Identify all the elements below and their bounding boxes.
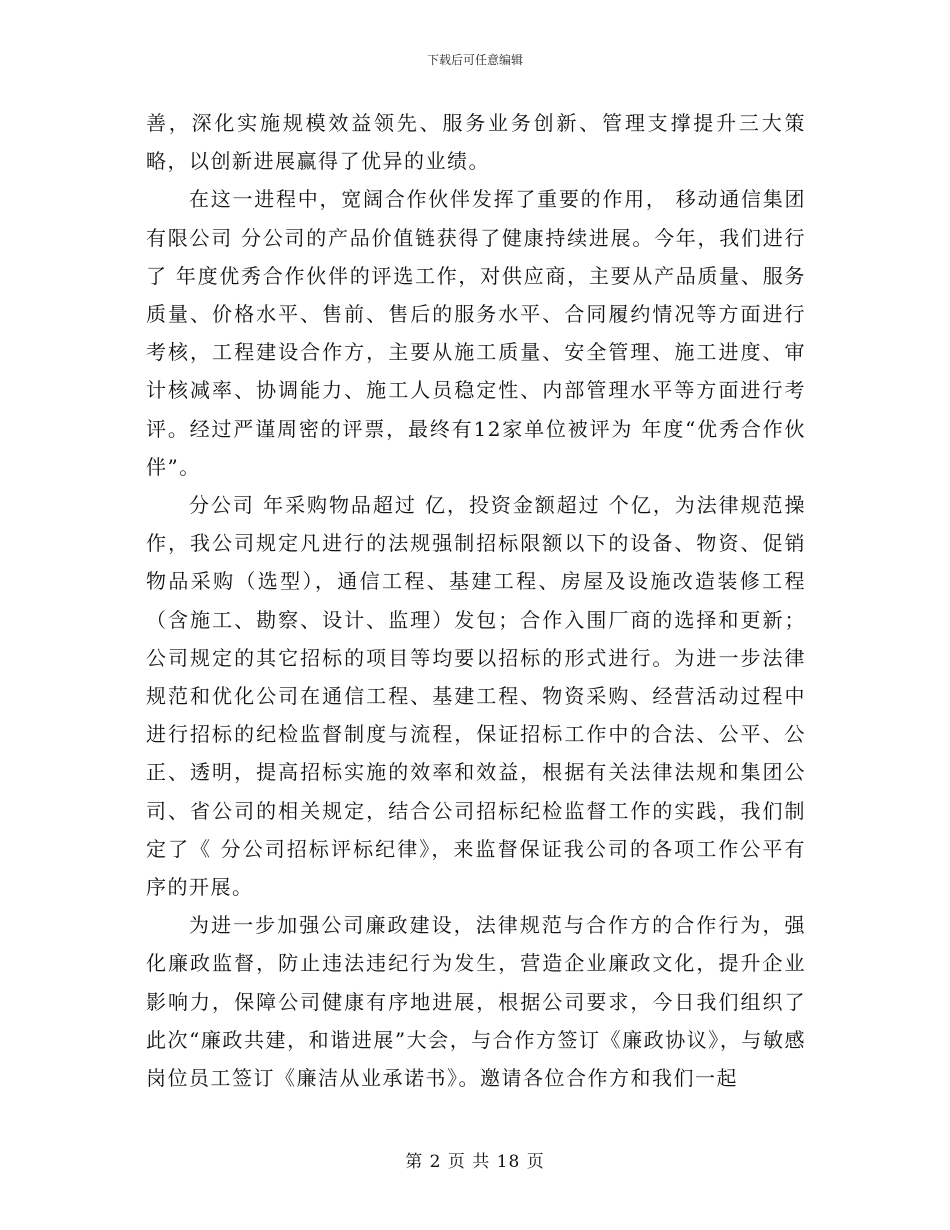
page-number: 第 2 页 共 18 页 (405, 1152, 545, 1172)
paragraph-4: 为进一步加强公司廉政建设，法律规范与合作方的合作行为，强化廉政监督，防止违法违纪行为发生，营造企业廉政文化，提升企业影响力，保障公司健康有序地进展，根据公司要求，今日我们组织了此次“廉政共建，和谐进展”大会，与合作方签订《廉政协议》，与敏感岗位员工签订《廉洁从业承诺书》。邀请各位合作方和我们一起 (146, 913, 806, 1091)
document-body (146, 104, 806, 1097)
paragraph-3: 分公司 年采购物品超过 亿，投资金额超过 个亿，为法律规范操作，我公司规定凡进行的法规强制招标限额以下的设备、物资、促销物品采购（选型），通信工程、基建工程、房屋及设施改造装修工程（含施工、勘察、设计、监理）发包；合作入围厂商的选择和更新；公司规定的其它招标的项目等均要以招标的形式进行。为进一步法律规范和优化公司在通信工程、基建工程、物资采购、经营活动过程中进行招标的纪检监督制度与流程，保证招标工作中的合法、公平、公正、透明，提高招标实施的效率和效益，根据有关法律法规和集团公司、省公司的相关规定，结合公司招标纪检监督工作的实践，我们制定了《 分公司招标评标纪律》，来监督保证我公司的各项工作公平有序的开展。 (146, 493, 806, 900)
paragraph-2: 在这一进程中，宽阔合作伙伴发挥了重要的作用， 移动通信集团有限公司 分公司的产品价值链获得了健康持续进展。今年，我们进行了 年度优秀合作伙伴的评选工作，对供应商，主要从产品质量、服务质量、价格水平、售前、售后的服务水平、合同履约情况等方面进行考核，工程建设合作方，主要从施工质量、安全管理、施工进度、审计核减率、协调能力、施工人员稳定性、内部管理水平等方面进行考评。经过严谨周密的评票，最终有12家单位被评为 年度“优秀合作伙伴”。 (146, 187, 806, 479)
paragraph-1: 善，深化实施规模效益领先、服务业务创新、管理支撑提升三大策略，以创新进展赢得了优异的业绩。 (146, 111, 806, 174)
page-header: 下载后可任意编辑 (426, 53, 523, 67)
